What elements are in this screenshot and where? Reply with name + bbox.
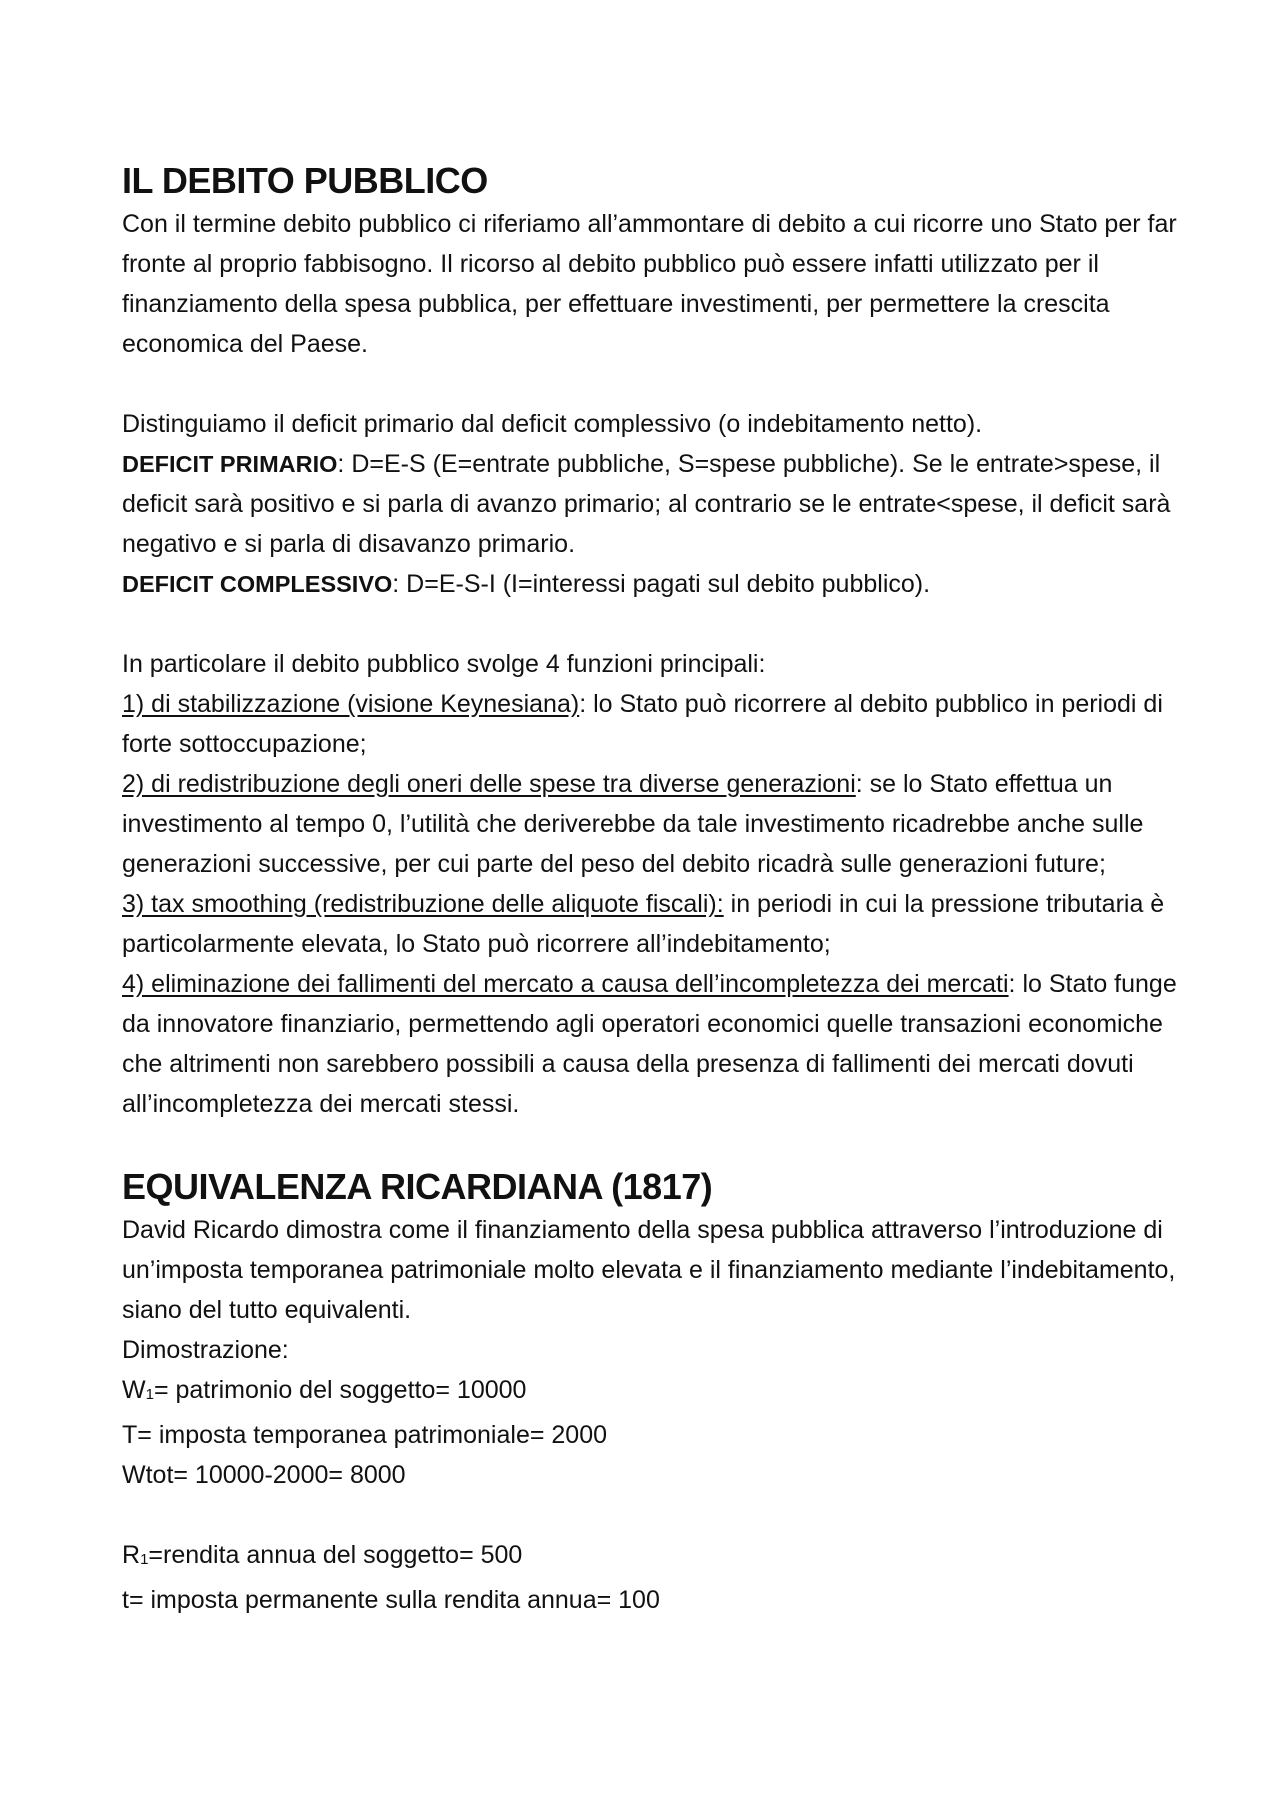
deficit-primario-label: DEFICIT PRIMARIO — [122, 451, 338, 477]
ricardo-intro: David Ricardo dimostra come il finanziamento della spesa pubblica attraverso l’introduzione di un’imposta temporanea patrimoniale molto elevata e il finanziamento mediante l’indebitamento, siano del tutto equivalenti. — [122, 1216, 1176, 1324]
function-1-text: : lo Stato può ricorrere al debito pubblico in periodi di forte sottoccupazione; — [122, 690, 1163, 758]
w1-symbol: W — [122, 1376, 146, 1404]
t-small-line: t= imposta permanente sulla rendita annua= 100 — [122, 1586, 660, 1614]
t-line: T= imposta temporanea patrimoniale= 2000 — [122, 1421, 608, 1449]
r1-text: =rendita annua del soggetto= 500 — [148, 1541, 523, 1569]
w1-subscript: 1 — [145, 1386, 154, 1403]
w1-text: = patrimonio del soggetto= 10000 — [153, 1376, 527, 1404]
r1-symbol: R — [122, 1541, 141, 1569]
w1-line — [122, 1376, 526, 1404]
intro-paragraph: Con il termine debito pubblico ci riferiamo all’ammontare di debito a cui ricorre uno Stato per far fronte al proprio fabbisogno. Il ricorso al debito pubblico può essere infatti utilizzato per il finanziamento della spesa pubblica, per effettuare investimenti, per permettere la crescita economica del Paese. — [122, 210, 1177, 358]
deficit-distinction-paragraph — [122, 404, 1180, 604]
function-3-label: 3) tax smoothing (redistribuzione delle aliquote fiscali): — [122, 890, 724, 918]
section-title-equivalenza-ricardiana: EQUIVALENZA RICARDIANA (1817) — [122, 1166, 713, 1207]
section-title-debito-pubblico: IL DEBITO PUBBLICO — [122, 160, 488, 201]
deficit-complessivo-text: : D=E-S-I (I=interessi pagati sul debito pubblico). — [392, 570, 931, 598]
function-4-label: 4) eliminazione dei fallimenti del mercato a causa dell’incompletezza dei mercati — [122, 970, 1009, 998]
function-4-text: : lo Stato funge da innovatore finanziario, permettendo agli operatori economici quelle transazioni economiche che altrimenti non sarebbero possibili a causa della presenza di fallimenti dei mercati dovuti all’incompletezza dei mercati stessi. — [122, 970, 1177, 1118]
functions-paragraph — [122, 644, 1180, 1124]
spacer — [122, 604, 1180, 644]
functions-intro: In particolare il debito pubblico svolge 4 funzioni principali: — [122, 650, 766, 678]
function-2-label: 2) di redistribuzione degli oneri delle spese tra diverse generazioni — [122, 770, 856, 798]
distinguish-text: Distinguiamo il deficit primario dal deficit complessivo (o indebitamento netto). — [122, 410, 983, 438]
function-3-text: in periodi in cui la pressione tributaria è particolarmente elevata, lo Stato può ricorrere all’indebitamento; — [122, 890, 1165, 958]
spacer — [122, 1495, 1180, 1535]
function-2-text: : se lo Stato effettua un investimento al tempo 0, l’utilità che deriverebbe da tale investimento ricadrebbe anche sulle generazioni successive, per cui parte del peso del debito ricadrà sulle generazioni future; — [122, 770, 1144, 878]
deficit-complessivo-label: DEFICIT COMPLESSIVO — [122, 571, 393, 597]
spacer — [122, 364, 1180, 404]
dimostrazione-label: Dimostrazione: — [122, 1336, 289, 1364]
spacer — [122, 1124, 1180, 1164]
r1-subscript: 1 — [140, 1551, 149, 1568]
function-1-label: 1) di stabilizzazione (visione Keynesiana) — [122, 690, 580, 718]
r1-line — [122, 1541, 522, 1569]
deficit-primario-text: : D=E-S (E=entrate pubbliche, S=spese pubbliche). Se le entrate>spese, il deficit sarà positivo e si parla di avanzo primario; al contrario se le entrate<spese, il deficit sarà negativo e si parla di disavanzo primario. — [122, 450, 1171, 558]
wtot-line: Wtot= 10000-2000= 8000 — [122, 1461, 406, 1489]
ricardo-paragraph — [122, 1210, 1180, 1495]
rendita-paragraph — [122, 1535, 1180, 1620]
